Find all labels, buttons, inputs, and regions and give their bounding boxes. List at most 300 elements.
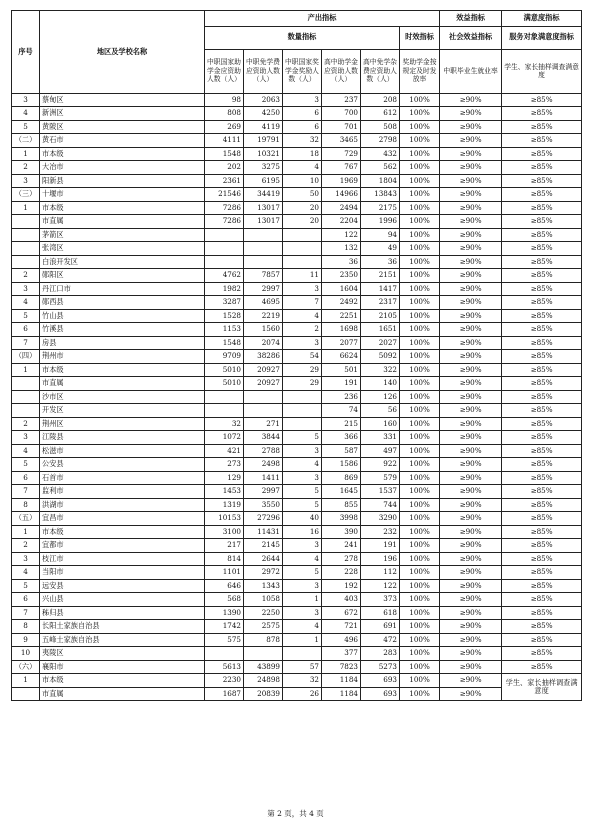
cell-col8: ≥85% <box>502 458 582 472</box>
cell-col4: 855 <box>322 498 361 512</box>
cell-col2: 4695 <box>244 296 283 310</box>
table-header <box>12 11 582 94</box>
cell-col8: ≥85% <box>502 593 582 607</box>
cell-col2 <box>244 404 283 418</box>
cell-col8: ≥85% <box>502 296 582 310</box>
cell-col3: 20 <box>283 215 322 229</box>
cell-col5: 618 <box>361 606 400 620</box>
cell-name: 蔡甸区 <box>40 93 205 107</box>
cell-name: 宜都市 <box>40 539 205 553</box>
cell-col1: 2230 <box>205 674 244 688</box>
cell-col8: ≥85% <box>502 444 582 458</box>
cell-col7: ≥90% <box>440 566 502 580</box>
cell-col3: 32 <box>283 134 322 148</box>
cell-col3: 3 <box>283 282 322 296</box>
cell-col6: 100% <box>400 242 440 256</box>
cell-col2 <box>244 390 283 404</box>
cell-col4: 2077 <box>322 336 361 350</box>
cell-seq: 4 <box>12 296 40 310</box>
page-footer: 第 2 页，共 4 页 <box>267 809 324 818</box>
cell-col5: 1804 <box>361 174 400 188</box>
cell-col8: ≥85% <box>502 525 582 539</box>
table-row <box>12 539 582 553</box>
cell-col1 <box>205 242 244 256</box>
cell-col7: ≥90% <box>440 296 502 310</box>
cell-col1: 646 <box>205 579 244 593</box>
cell-col1: 1453 <box>205 485 244 499</box>
cell-name: 江陵县 <box>40 431 205 445</box>
header-quantity: 数量指标 <box>205 26 400 49</box>
cell-col7: ≥90% <box>440 242 502 256</box>
cell-col4: 1184 <box>322 674 361 688</box>
table-row <box>12 174 582 188</box>
cell-name: 五峰土家族自治县 <box>40 633 205 647</box>
cell-col6: 100% <box>400 593 440 607</box>
cell-col1: 273 <box>205 458 244 472</box>
cell-seq: 8 <box>12 498 40 512</box>
header-col5: 高中免学杂费应资助人数（人） <box>361 49 400 93</box>
cell-name: 大冶市 <box>40 161 205 175</box>
cell-col4: 228 <box>322 566 361 580</box>
cell-col8: ≥85% <box>502 255 582 269</box>
cell-col3: 11 <box>283 269 322 283</box>
cell-col6: 100% <box>400 498 440 512</box>
cell-col5: 160 <box>361 417 400 431</box>
cell-col4: 767 <box>322 161 361 175</box>
cell-seq: （三） <box>12 188 40 202</box>
cell-seq: 10 <box>12 647 40 661</box>
table-row <box>12 660 582 674</box>
cell-name: 市直属 <box>40 215 205 229</box>
cell-col1: 1687 <box>205 687 244 701</box>
cell-col7: ≥90% <box>440 579 502 593</box>
cell-col6: 100% <box>400 201 440 215</box>
funding-indicator-table <box>11 10 582 701</box>
cell-name: 市本级 <box>40 363 205 377</box>
table-row <box>12 93 582 107</box>
cell-seq: （四） <box>12 350 40 364</box>
cell-col4: 2492 <box>322 296 361 310</box>
cell-col7: ≥90% <box>440 336 502 350</box>
header-col1: 中职国家助学金应资助人数（人） <box>205 49 244 93</box>
cell-col7: ≥90% <box>440 485 502 499</box>
cell-col5: 322 <box>361 363 400 377</box>
cell-col4: 1698 <box>322 323 361 337</box>
cell-col5: 13843 <box>361 188 400 202</box>
cell-col3: 26 <box>283 687 322 701</box>
cell-col7: ≥90% <box>440 687 502 701</box>
cell-col4: 1604 <box>322 282 361 296</box>
cell-col6: 100% <box>400 215 440 229</box>
cell-col8: ≥85% <box>502 498 582 512</box>
cell-col2: 4250 <box>244 107 283 121</box>
cell-col1 <box>205 390 244 404</box>
cell-col3: 32 <box>283 674 322 688</box>
cell-col2: 2997 <box>244 282 283 296</box>
cell-col2: 2498 <box>244 458 283 472</box>
cell-col8: ≥85% <box>502 552 582 566</box>
cell-col3: 5 <box>283 498 322 512</box>
cell-col6: 100% <box>400 188 440 202</box>
cell-col8: ≥85% <box>502 485 582 499</box>
cell-col1: 217 <box>205 539 244 553</box>
cell-col7: ≥90% <box>440 539 502 553</box>
cell-col3: 3 <box>283 579 322 593</box>
cell-col3: 50 <box>283 188 322 202</box>
table-row <box>12 431 582 445</box>
cell-name: 松滋市 <box>40 444 205 458</box>
cell-col3: 6 <box>283 120 322 134</box>
table-row <box>12 255 582 269</box>
cell-col2: 3550 <box>244 498 283 512</box>
cell-name: 市直属 <box>40 377 205 391</box>
table-row <box>12 620 582 634</box>
cell-col7: ≥90% <box>440 444 502 458</box>
table-body <box>12 93 582 701</box>
cell-seq: 4 <box>12 444 40 458</box>
cell-col1: 3287 <box>205 296 244 310</box>
cell-col3: 4 <box>283 552 322 566</box>
cell-col1: 1101 <box>205 566 244 580</box>
cell-col6: 100% <box>400 674 440 688</box>
table-row <box>12 134 582 148</box>
cell-col5: 373 <box>361 593 400 607</box>
cell-name: 郧阳区 <box>40 269 205 283</box>
cell-seq <box>12 255 40 269</box>
cell-col8: ≥85% <box>502 134 582 148</box>
cell-col1: 1548 <box>205 336 244 350</box>
cell-col1: 814 <box>205 552 244 566</box>
cell-col4: 2204 <box>322 215 361 229</box>
cell-col6: 100% <box>400 296 440 310</box>
cell-col2: 878 <box>244 633 283 647</box>
cell-col5: 2175 <box>361 201 400 215</box>
cell-name: 白浪开发区 <box>40 255 205 269</box>
cell-seq: 1 <box>12 674 40 688</box>
cell-col7: ≥90% <box>440 228 502 242</box>
cell-col8: ≥85% <box>502 471 582 485</box>
cell-col6: 100% <box>400 539 440 553</box>
cell-seq: 1 <box>12 147 40 161</box>
cell-seq <box>12 404 40 418</box>
table-row <box>12 120 582 134</box>
cell-col6: 100% <box>400 363 440 377</box>
cell-col2: 27296 <box>244 512 283 526</box>
cell-seq: 6 <box>12 323 40 337</box>
cell-seq: 3 <box>12 93 40 107</box>
cell-col5: 508 <box>361 120 400 134</box>
cell-col4: 1586 <box>322 458 361 472</box>
cell-col2: 19791 <box>244 134 283 148</box>
cell-col6: 100% <box>400 431 440 445</box>
cell-col1: 421 <box>205 444 244 458</box>
cell-col8: ≥85% <box>502 309 582 323</box>
cell-name: 夷陵区 <box>40 647 205 661</box>
cell-col2 <box>244 242 283 256</box>
cell-col3: 5 <box>283 485 322 499</box>
cell-col6: 100% <box>400 620 440 634</box>
cell-col4: 1969 <box>322 174 361 188</box>
table-row <box>12 471 582 485</box>
cell-col4: 191 <box>322 377 361 391</box>
cell-col6: 100% <box>400 444 440 458</box>
cell-col1: 3100 <box>205 525 244 539</box>
cell-col8: ≥85% <box>502 363 582 377</box>
cell-col1 <box>205 647 244 661</box>
cell-col7: ≥90% <box>440 350 502 364</box>
cell-col3 <box>283 228 322 242</box>
cell-col6: 100% <box>400 525 440 539</box>
cell-col2: 7857 <box>244 269 283 283</box>
cell-col1: 1982 <box>205 282 244 296</box>
table-row <box>12 107 582 121</box>
cell-col6: 100% <box>400 633 440 647</box>
cell-col7: ≥90% <box>440 93 502 107</box>
cell-col2 <box>244 647 283 661</box>
cell-col4: 869 <box>322 471 361 485</box>
cell-col8: ≥85% <box>502 336 582 350</box>
table-row <box>12 498 582 512</box>
cell-col1 <box>205 404 244 418</box>
cell-col6: 100% <box>400 228 440 242</box>
cell-col7: ≥90% <box>440 309 502 323</box>
cell-col3: 7 <box>283 296 322 310</box>
cell-col7: ≥90% <box>440 174 502 188</box>
cell-col2 <box>244 255 283 269</box>
cell-col5: 140 <box>361 377 400 391</box>
cell-col7: ≥90% <box>440 606 502 620</box>
cell-col6: 100% <box>400 134 440 148</box>
cell-col2 <box>244 228 283 242</box>
cell-col5: 744 <box>361 498 400 512</box>
cell-col6: 100% <box>400 161 440 175</box>
cell-col1: 7286 <box>205 201 244 215</box>
cell-col1: 1742 <box>205 620 244 634</box>
cell-col7: ≥90% <box>440 458 502 472</box>
cell-col3: 29 <box>283 377 322 391</box>
cell-col3: 3 <box>283 336 322 350</box>
cell-seq: 5 <box>12 458 40 472</box>
cell-col2: 1411 <box>244 471 283 485</box>
table-row <box>12 485 582 499</box>
cell-col8: ≥85% <box>502 201 582 215</box>
table-row <box>12 444 582 458</box>
cell-col5: 1996 <box>361 215 400 229</box>
cell-col6: 100% <box>400 336 440 350</box>
cell-col5: 612 <box>361 107 400 121</box>
cell-name: 沙市区 <box>40 390 205 404</box>
cell-name: 襄阳市 <box>40 660 205 674</box>
table-row <box>12 674 582 688</box>
table-row <box>12 593 582 607</box>
cell-seq: （二） <box>12 134 40 148</box>
cell-col5: 693 <box>361 687 400 701</box>
cell-col1: 129 <box>205 471 244 485</box>
cell-seq: 5 <box>12 309 40 323</box>
cell-col5: 1417 <box>361 282 400 296</box>
cell-col4: 390 <box>322 525 361 539</box>
cell-merged-satisfaction: 学生、家长抽样调查满意度 <box>502 674 582 701</box>
cell-seq: 2 <box>12 269 40 283</box>
cell-col4: 215 <box>322 417 361 431</box>
cell-seq: 3 <box>12 282 40 296</box>
table-row <box>12 417 582 431</box>
cell-col7: ≥90% <box>440 161 502 175</box>
cell-col5: 497 <box>361 444 400 458</box>
table-row <box>12 201 582 215</box>
cell-col6: 100% <box>400 390 440 404</box>
cell-col5: 2105 <box>361 309 400 323</box>
cell-col3: 5 <box>283 566 322 580</box>
cell-col4: 501 <box>322 363 361 377</box>
cell-col4: 7823 <box>322 660 361 674</box>
cell-col6: 100% <box>400 255 440 269</box>
table-row <box>12 309 582 323</box>
cell-seq: 4 <box>12 107 40 121</box>
header-col6: 奖助学金按规定及时发放率 <box>400 49 440 93</box>
cell-col2: 20927 <box>244 363 283 377</box>
cell-col5: 94 <box>361 228 400 242</box>
cell-col5: 693 <box>361 674 400 688</box>
cell-col6: 100% <box>400 458 440 472</box>
cell-col7: ≥90% <box>440 188 502 202</box>
cell-name: 监利市 <box>40 485 205 499</box>
cell-col2: 13017 <box>244 201 283 215</box>
cell-seq: 2 <box>12 161 40 175</box>
cell-col3 <box>283 242 322 256</box>
cell-name: 长阳土家族自治县 <box>40 620 205 634</box>
cell-col2: 20839 <box>244 687 283 701</box>
cell-col8: ≥85% <box>502 147 582 161</box>
cell-col3: 2 <box>283 323 322 337</box>
cell-col6: 100% <box>400 323 440 337</box>
header-seq: 序号 <box>12 11 40 94</box>
cell-seq <box>12 215 40 229</box>
cell-seq: 2 <box>12 417 40 431</box>
cell-col4: 366 <box>322 431 361 445</box>
table-row <box>12 633 582 647</box>
cell-col7: ≥90% <box>440 660 502 674</box>
cell-col7: ≥90% <box>440 417 502 431</box>
cell-col1: 4762 <box>205 269 244 283</box>
cell-col4: 237 <box>322 93 361 107</box>
cell-col4: 721 <box>322 620 361 634</box>
cell-col6: 100% <box>400 93 440 107</box>
cell-col1: 1319 <box>205 498 244 512</box>
cell-name: 市本级 <box>40 674 205 688</box>
cell-col5: 232 <box>361 525 400 539</box>
cell-col8: ≥85% <box>502 633 582 647</box>
cell-col3: 29 <box>283 363 322 377</box>
cell-name: 房县 <box>40 336 205 350</box>
header-col4: 高中助学金应资助人数（人） <box>322 49 361 93</box>
cell-col4: 192 <box>322 579 361 593</box>
header-satisfaction: 满意度指标 <box>502 11 582 27</box>
cell-col2: 2063 <box>244 93 283 107</box>
cell-col3: 4 <box>283 161 322 175</box>
cell-col2: 20927 <box>244 377 283 391</box>
cell-col4: 403 <box>322 593 361 607</box>
cell-seq: 9 <box>12 633 40 647</box>
table-row <box>12 552 582 566</box>
cell-col1: 9709 <box>205 350 244 364</box>
cell-seq: （六） <box>12 660 40 674</box>
cell-col5: 122 <box>361 579 400 593</box>
cell-col1: 5010 <box>205 377 244 391</box>
cell-col8: ≥85% <box>502 417 582 431</box>
table-row <box>12 323 582 337</box>
table-row <box>12 161 582 175</box>
cell-col1: 1153 <box>205 323 244 337</box>
cell-col8: ≥85% <box>502 539 582 553</box>
cell-col6: 100% <box>400 471 440 485</box>
cell-col3: 1 <box>283 633 322 647</box>
cell-col8: ≥85% <box>502 647 582 661</box>
cell-col5: 579 <box>361 471 400 485</box>
cell-name: 远安县 <box>40 579 205 593</box>
cell-col1: 1072 <box>205 431 244 445</box>
cell-seq <box>12 242 40 256</box>
cell-col4: 36 <box>322 255 361 269</box>
cell-col8: ≥85% <box>502 228 582 242</box>
cell-col2: 3275 <box>244 161 283 175</box>
table-row <box>12 215 582 229</box>
cell-name: 荆州市 <box>40 350 205 364</box>
cell-col5: 472 <box>361 633 400 647</box>
cell-col4: 729 <box>322 147 361 161</box>
cell-col3: 1 <box>283 593 322 607</box>
cell-col4: 241 <box>322 539 361 553</box>
cell-col8: ≥85% <box>502 269 582 283</box>
cell-col1: 98 <box>205 93 244 107</box>
cell-col2: 2575 <box>244 620 283 634</box>
cell-col2: 1343 <box>244 579 283 593</box>
cell-name: 阳新县 <box>40 174 205 188</box>
cell-col4: 74 <box>322 404 361 418</box>
cell-col5: 432 <box>361 147 400 161</box>
cell-col8: ≥85% <box>502 579 582 593</box>
cell-col2: 2250 <box>244 606 283 620</box>
cell-col5: 283 <box>361 647 400 661</box>
cell-col7: ≥90% <box>440 512 502 526</box>
table-row <box>12 269 582 283</box>
cell-col3: 3 <box>283 444 322 458</box>
cell-col8: ≥85% <box>502 566 582 580</box>
cell-col3: 5 <box>283 431 322 445</box>
cell-col4: 6624 <box>322 350 361 364</box>
cell-col1 <box>205 255 244 269</box>
cell-col5: 1651 <box>361 323 400 337</box>
cell-col2: 6195 <box>244 174 283 188</box>
cell-col2: 2219 <box>244 309 283 323</box>
cell-col2: 2972 <box>244 566 283 580</box>
table-row <box>12 404 582 418</box>
table-row <box>12 282 582 296</box>
table-row <box>12 242 582 256</box>
cell-col1: 5613 <box>205 660 244 674</box>
cell-col8: ≥85% <box>502 620 582 634</box>
cell-col5: 196 <box>361 552 400 566</box>
cell-name: 郧西县 <box>40 296 205 310</box>
cell-col6: 100% <box>400 107 440 121</box>
cell-col5: 2798 <box>361 134 400 148</box>
cell-name: 市本级 <box>40 525 205 539</box>
cell-col2: 271 <box>244 417 283 431</box>
table-row <box>12 188 582 202</box>
cell-col4: 278 <box>322 552 361 566</box>
cell-col4: 2494 <box>322 201 361 215</box>
cell-col1: 202 <box>205 161 244 175</box>
